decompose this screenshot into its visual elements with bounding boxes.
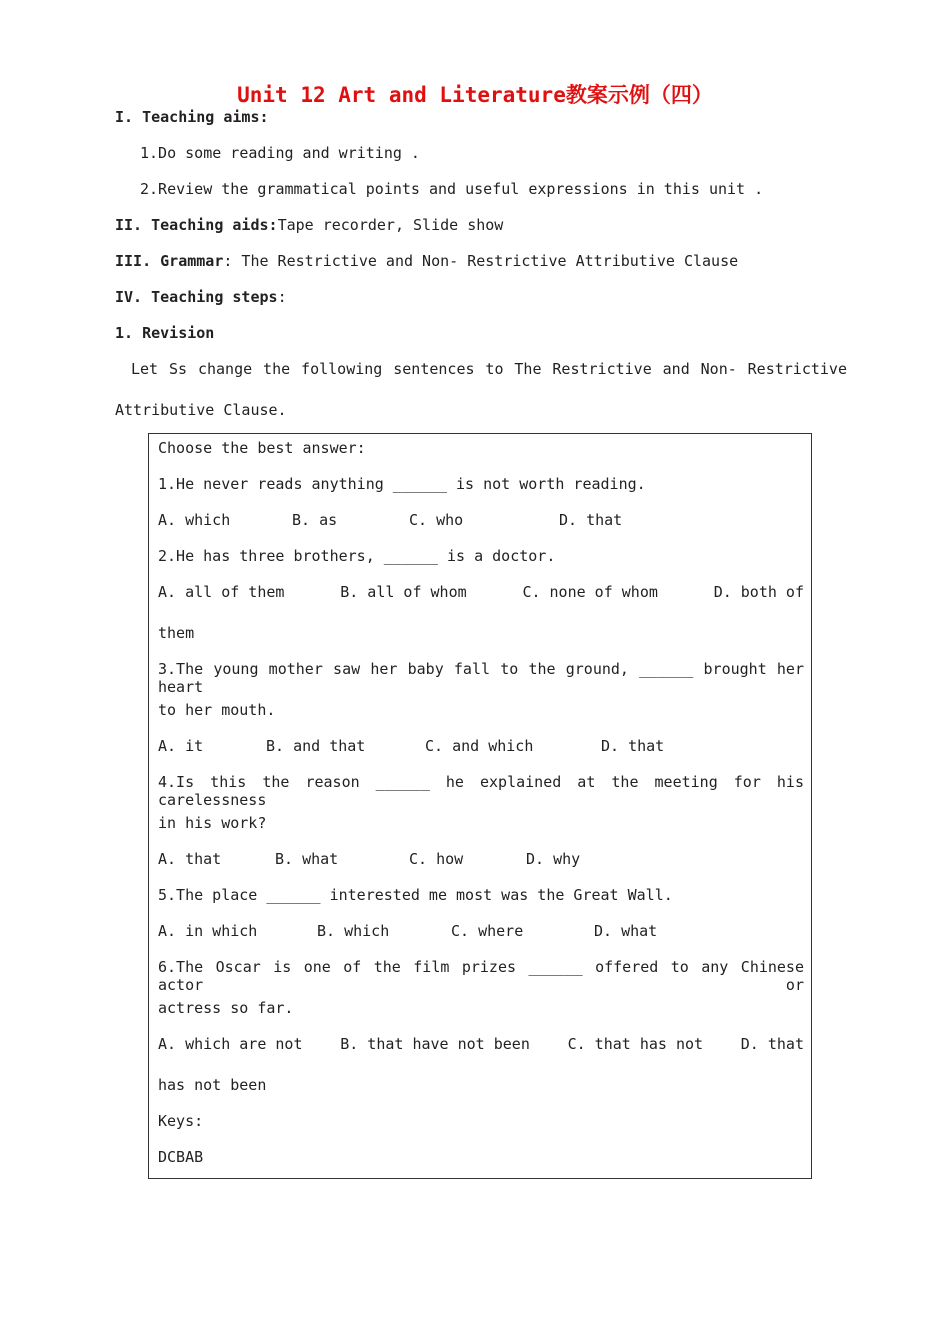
- q4-option-a: A. that: [158, 850, 222, 868]
- q3-stem-1: 3.The young mother saw her baby fall to the ground, ______ brought her heart: [158, 660, 804, 696]
- aim-item-2: 2.Review the grammatical points and useful expressions in this unit .: [140, 180, 764, 198]
- q4-option-c: C. how: [409, 850, 464, 868]
- page-title: Unit 12 Art and Literature教案示例（四）: [237, 83, 713, 107]
- q2-stem: 2.He has three brothers, ______ is a doctor.: [158, 547, 556, 565]
- q2-option-d-cont: them: [158, 624, 195, 642]
- steps-colon: :: [277, 288, 287, 306]
- q3-stem-2: to her mouth.: [158, 701, 276, 719]
- keys-label: Keys:: [158, 1112, 204, 1130]
- q6-option-b: B. that have not been: [340, 1035, 530, 1053]
- q5-stem: 5.The place ______ interested me most was the Great Wall.: [158, 886, 673, 904]
- aids-text: Tape recorder, Slide show: [277, 216, 504, 234]
- q5-option-c: C. where: [451, 922, 524, 940]
- q3-options: [158, 737, 664, 755]
- q3-option-d: D. that: [601, 737, 665, 755]
- steps-heading: IV. Teaching steps: [115, 288, 278, 306]
- q6-option-d: D. that: [740, 1035, 804, 1053]
- q4-option-b: B. what: [275, 850, 339, 868]
- q6-stem-1: 6.The Oscar is one of the film prizes ______ offered to any Chinese actor or: [158, 958, 804, 994]
- q3-option-c: C. and which: [425, 737, 534, 755]
- aim-item-1: 1.Do some reading and writing .: [140, 144, 420, 162]
- q2-option-a: A. all of them: [158, 583, 285, 601]
- revision-instruction-2: Attributive Clause.: [115, 401, 287, 419]
- q6-option-c: C. that has not: [567, 1035, 704, 1053]
- keys-value: DCBAB: [158, 1148, 204, 1166]
- exercise-box: [148, 433, 812, 1179]
- q4-stem-1: 4.Is this the reason ______ he explained at the meeting for his carelessness: [158, 773, 804, 809]
- exercise-prompt: Choose the best answer:: [158, 439, 366, 457]
- q6-option-a: A. which are not: [158, 1035, 303, 1053]
- q1-option-d: D. that: [559, 511, 623, 529]
- q4-options: [158, 850, 580, 868]
- q5-options: [158, 922, 657, 940]
- aids-line: [115, 216, 503, 234]
- revision-heading: 1. Revision: [115, 324, 215, 342]
- q2-option-b: B. all of whom: [340, 583, 467, 601]
- q6-options: [158, 1035, 804, 1053]
- q3-option-a: A. it: [158, 737, 204, 755]
- revision-instruction-1: Let Ss change the following sentences to The Restrictive and Non- Restrictive: [131, 360, 847, 378]
- q5-option-d: D. what: [594, 922, 658, 940]
- q6-option-d-cont: has not been: [158, 1076, 267, 1094]
- aids-heading: II. Teaching aids:: [115, 216, 278, 234]
- q1-option-c: C. who: [409, 511, 464, 529]
- q1-options: [158, 511, 622, 529]
- q2-options: [158, 583, 804, 601]
- steps-line: [115, 288, 287, 306]
- q3-option-b: B. and that: [266, 737, 366, 755]
- q4-stem-2: in his work?: [158, 814, 267, 832]
- grammar-text: : The Restrictive and Non- Restrictive Attributive Clause: [223, 252, 739, 270]
- q6-stem-2: actress so far.: [158, 999, 294, 1017]
- grammar-line: [115, 252, 738, 270]
- q4-option-d: D. why: [526, 850, 581, 868]
- q1-option-a: A. which: [158, 511, 231, 529]
- q1-stem: 1.He never reads anything ______ is not worth reading.: [158, 475, 646, 493]
- q2-option-c: C. none of whom: [522, 583, 658, 601]
- q5-option-b: B. which: [317, 922, 390, 940]
- q5-option-a: A. in which: [158, 922, 258, 940]
- aims-heading: I. Teaching aims:: [115, 108, 269, 126]
- q1-option-b: B. as: [292, 511, 338, 529]
- q2-option-d: D. both of: [713, 583, 804, 601]
- grammar-heading: III. Grammar: [115, 252, 224, 270]
